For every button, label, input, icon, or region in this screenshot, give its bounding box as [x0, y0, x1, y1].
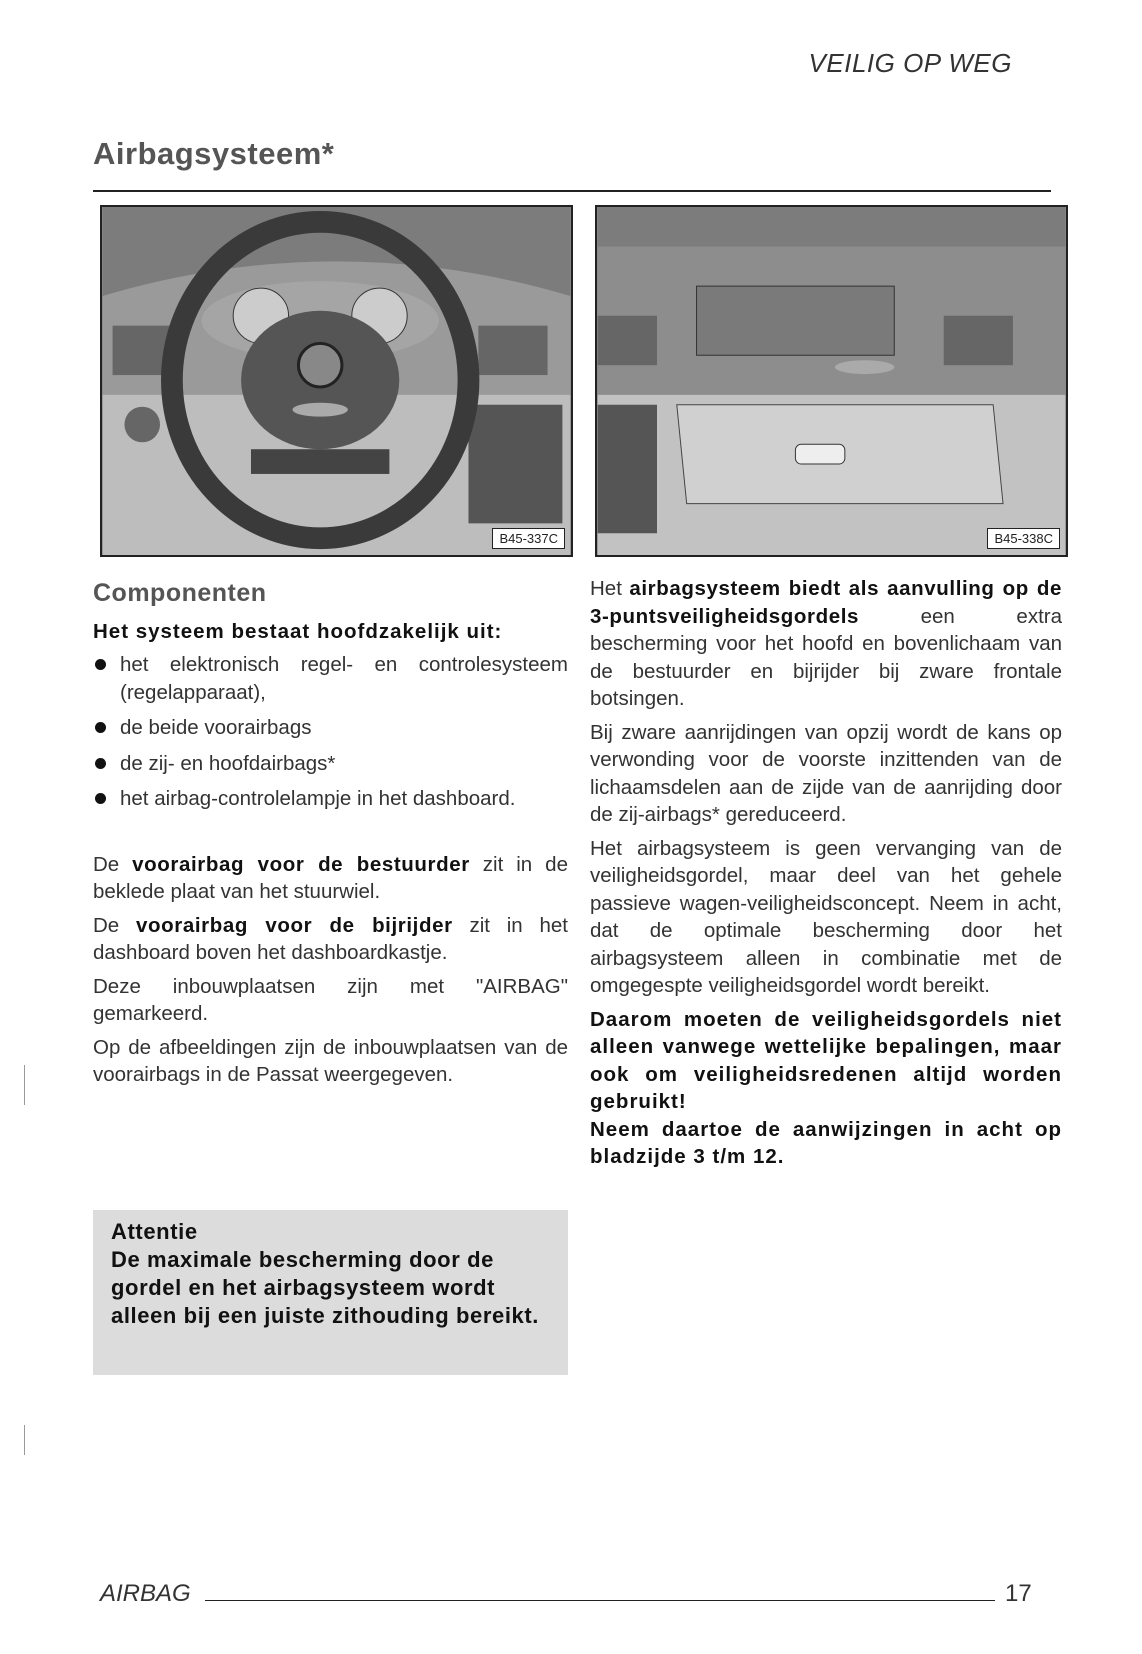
emphasis-paragraph: Neem daartoe de aanwijzingen in acht op bladzijde 3 t/m 12.	[590, 1117, 1062, 1168]
bullet-icon	[95, 722, 106, 733]
list-item: het elektronisch regel- en controlesysteem (regelapparaat),	[93, 651, 568, 706]
components-intro: Het systeem bestaat hoofdzakelijk uit:	[93, 619, 503, 643]
warning-title: Attentie	[111, 1219, 198, 1244]
list-item: het airbag-controlelampje in het dashboard.	[93, 785, 568, 813]
bullet-icon	[95, 659, 106, 670]
figure-dashboard	[595, 205, 1068, 557]
footer-section: AIRBAG	[100, 1580, 191, 1607]
paragraph: Op de afbeeldingen zijn de inbouwplaatsen van de voorairbags in de Passat weergegeven.	[93, 1035, 568, 1086]
dashboard-illustration	[597, 207, 1066, 555]
paragraph: Het airbagsysteem is geen vervanging van de veiligheidsgordel, maar deel van het gehele passieve wagen-veiligheidsconcept. Neem in acht, dat de optimale bescherming door het airbagsysteem alleen in combinatie met de omgegespte veiligheidsgordel wordt bereikt.	[590, 836, 1062, 997]
title-rule	[93, 190, 1051, 192]
paragraph: Bij zware aanrijdingen van opzij wordt de kans op verwonding voor de voorste inzittenden van de lichaamsdelen aan de zijde van de aanrijding door de zij-airbags* gereduceerd.	[590, 720, 1062, 826]
warning-box	[93, 1210, 568, 1375]
paragraph: De voorairbag voor de bijrijder zit in het dashboard boven het dashboardkastje.	[93, 913, 568, 964]
section-heading: Componenten	[93, 579, 267, 607]
margin-mark	[24, 1065, 25, 1105]
emphasis-paragraph: Daarom moeten de veiligheidsgordels niet alleen vanwege wettelijke bepalingen, maar ook om veiligheidsredenen altijd worden gebruikt!	[590, 1007, 1062, 1113]
left-column	[93, 580, 568, 1095]
page-number: 17	[1005, 1580, 1032, 1607]
margin-mark	[24, 1425, 25, 1455]
steering-wheel-illustration	[102, 207, 571, 555]
paragraph: Het airbagsysteem biedt als aanvulling op de 3-puntsveiligheidsgordels een extra bescherming voor het hoofd en bovenlichaam van de bestuurder en bijrijder bij zware frontale botsingen.	[590, 577, 1062, 710]
footer-rule	[205, 1600, 995, 1601]
figure-label: B45-338C	[987, 528, 1060, 549]
paragraph: De voorairbag voor de bestuurder zit in de beklede plaat van het stuurwiel.	[93, 852, 568, 903]
figure-label: B45-337C	[492, 528, 565, 549]
right-column	[590, 575, 1062, 1177]
paragraph: Deze inbouwplaatsen zijn met "AIRBAG" gemarkeerd.	[93, 974, 568, 1025]
bullet-icon	[95, 793, 106, 804]
list-item: de beide voorairbags	[93, 714, 568, 742]
running-header: VEILIG OP WEG	[808, 48, 1012, 78]
figure-steering-wheel	[100, 205, 573, 557]
warning-text: De maximale bescherming door de gordel en het airbagsysteem wordt alleen bij een juiste zithouding bereikt.	[111, 1247, 540, 1328]
page-title: Airbagsysteem*	[93, 136, 335, 171]
bullet-icon	[95, 758, 106, 769]
list-item: de zij- en hoofdairbags*	[93, 750, 568, 778]
